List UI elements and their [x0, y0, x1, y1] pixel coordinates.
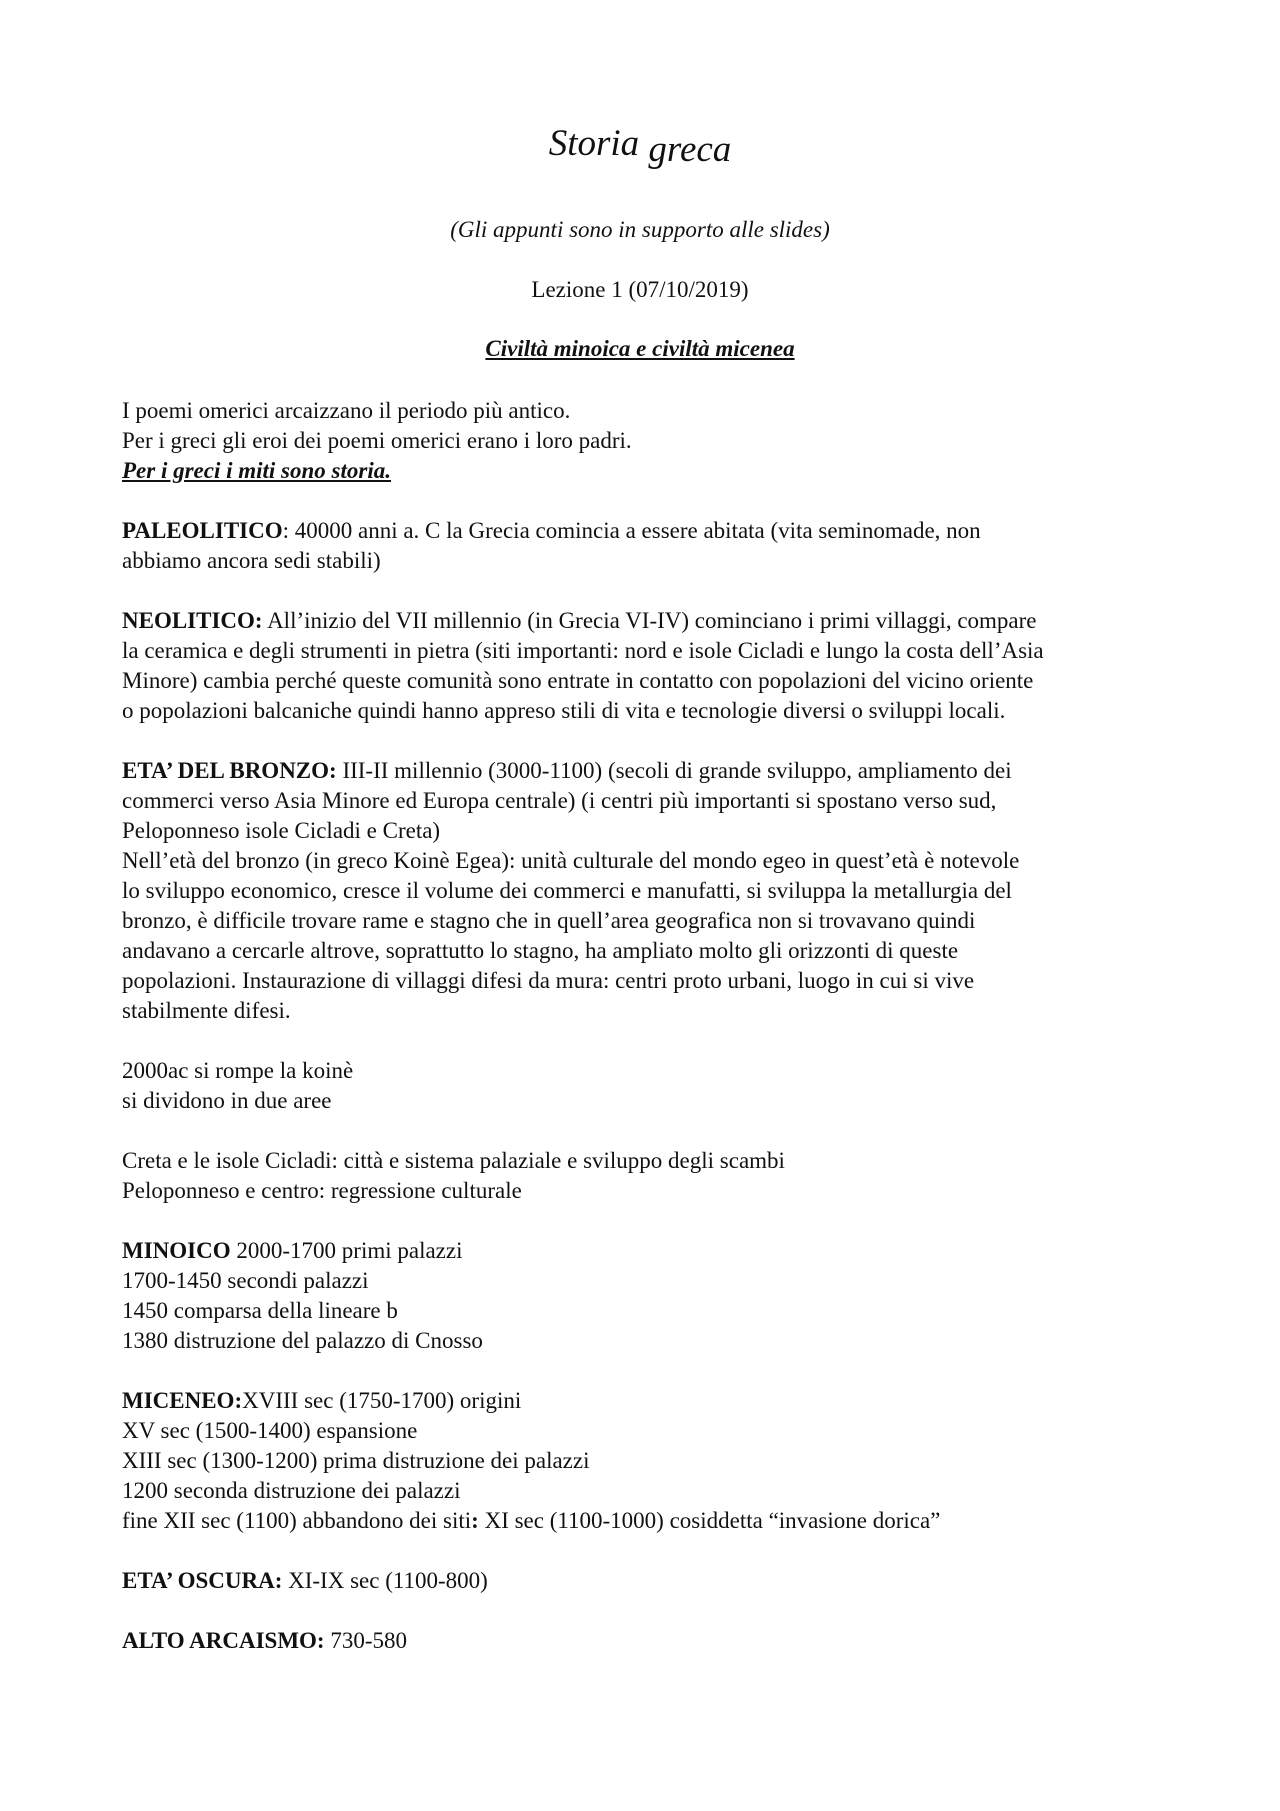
paleolitico-line-2: abbiamo ancora sedi stabili)	[122, 548, 381, 573]
lesson-label: Lezione 1 (07/10/2019)	[531, 277, 749, 302]
bronzo-line-7: andavano a cercarle altrove, soprattutto lo stagno, ha ampliato molto gli orizzonti di queste	[122, 938, 959, 963]
bronzo-paragraph	[122, 756, 1182, 1026]
miceneo-text-1: XVIII sec (1750-1700) origini	[242, 1388, 522, 1413]
paleolitico-line-1	[122, 516, 1182, 546]
koine-line-2: si dividono in due aree	[122, 1088, 332, 1113]
miceneo-line-2: XV sec (1500-1400) espansione	[122, 1418, 418, 1443]
bronzo-line-2: commerci verso Asia Minore ed Europa centrale) (i centri più importanti si spostano verso sud,	[122, 788, 997, 813]
arcaismo-line	[122, 1626, 1182, 1656]
miceneo-colon: :	[471, 1508, 479, 1533]
miceneo-paragraph	[122, 1386, 1182, 1536]
oscura-label: ETA’ OSCURA:	[122, 1568, 283, 1593]
bronzo-line-3: Peloponneso isole Cicladi e Creta)	[122, 818, 441, 843]
paleolitico-paragraph	[122, 516, 1182, 576]
miceneo-label: MICENEO:	[122, 1388, 243, 1413]
arcaismo-paragraph	[122, 1626, 1182, 1656]
miceneo-line-3: XIII sec (1300-1200) prima distruzione dei palazzi	[122, 1448, 590, 1473]
neolitico-line-2: la ceramica e degli strumenti in pietra (siti importanti: nord e isole Cicladi e lungo la costa dell’Asia	[122, 638, 1044, 663]
koine-paragraph	[122, 1056, 1182, 1116]
neolitico-paragraph	[122, 606, 1182, 726]
aree-line-1: Creta e le isole Cicladi: città e sistema palaziale e sviluppo degli scambi	[122, 1148, 785, 1173]
neolitico-label: NEOLITICO:	[122, 608, 263, 633]
minoico-line-4: 1380 distruzione del palazzo di Cnosso	[122, 1328, 483, 1353]
minoico-line-2: 1700-1450 secondi palazzi	[122, 1268, 369, 1293]
bronzo-line-5: lo sviluppo economico, cresce il volume dei commerci e manufatti, si sviluppa la metallurgia del	[122, 878, 1012, 903]
oscura-text: XI-IX sec (1100-800)	[282, 1568, 488, 1593]
paleolitico-text: : 40000 anni a. C la Grecia comincia a essere abitata (vita seminomade, non	[282, 518, 981, 543]
bronzo-line-4: Nell’età del bronzo (in greco Koinè Egea): unità culturale del mondo egeo in quest’età è notevole	[122, 848, 1020, 873]
bronzo-line-1	[122, 756, 1182, 786]
aree-line-2: Peloponneso e centro: regressione culturale	[122, 1178, 522, 1203]
bronzo-line-6: bronzo, è difficile trovare rame e stagno che in quell’area geografica non si trovavano quindi	[122, 908, 976, 933]
document-body	[122, 396, 1182, 1686]
document-title	[0, 122, 1280, 170]
intro-line-2: Per i greci gli eroi dei poemi omerici erano i loro padri.	[122, 428, 632, 453]
arcaismo-label: ALTO ARCAISMO:	[122, 1628, 325, 1653]
title-word-2: greca	[648, 129, 732, 170]
oscura-paragraph	[122, 1566, 1182, 1596]
minoico-text-1: 2000-1700 primi palazzi	[230, 1238, 463, 1263]
minoico-line-1	[122, 1236, 1182, 1266]
aree-paragraph	[122, 1146, 1182, 1206]
bronzo-label: ETA’ DEL BRONZO:	[122, 758, 337, 783]
neolitico-line-1	[122, 606, 1182, 636]
oscura-line	[122, 1566, 1182, 1596]
neolitico-line-3: Minore) cambia perché queste comunità sono entrate in contatto con popolazioni del vicino oriente	[122, 668, 1034, 693]
miceneo-text-5b: XI sec (1100-1000) cosiddetta “invasione dorica”	[478, 1508, 941, 1533]
neolitico-line-4: o popolazioni balcaniche quindi hanno appreso stili di vita e tecnologie diversi o sviluppi locali.	[122, 698, 1006, 723]
intro-paragraph	[122, 396, 1182, 486]
intro-emphasis: Per i greci i miti sono storia.	[122, 458, 391, 483]
bronzo-line-8: popolazioni. Instaurazione di villaggi difesi da mura: centri proto urbani, luogo in cui si vive	[122, 968, 975, 993]
section-heading-text: Civiltà minoica e civiltà micenea	[485, 336, 795, 361]
minoico-label: MINOICO	[122, 1238, 231, 1263]
neolitico-text-1: All’inizio del VII millennio (in Grecia VI-IV) cominciano i primi villaggi, compare	[262, 608, 1037, 633]
minoico-line-3: 1450 comparsa della lineare b	[122, 1298, 398, 1323]
arcaismo-text: 730-580	[324, 1628, 407, 1653]
document-subtitle: (Gli appunti sono in supporto alle slides)	[450, 217, 830, 242]
title-word-1: Storia	[548, 123, 640, 164]
section-heading	[0, 336, 1280, 362]
miceneo-text-5a: fine XII sec (1100) abbandono dei siti	[122, 1508, 472, 1533]
intro-line-3	[122, 456, 1182, 486]
miceneo-line-1	[122, 1386, 1182, 1416]
bronzo-text-1: III-II millennio (3000-1100) (secoli di grande sviluppo, ampliamento dei	[336, 758, 1012, 783]
koine-line-1: 2000ac si rompe la koinè	[122, 1058, 354, 1083]
miceneo-line-5	[122, 1506, 1182, 1536]
bronzo-line-9: stabilmente difesi.	[122, 998, 291, 1023]
intro-line-1: I poemi omerici arcaizzano il periodo più antico.	[122, 398, 571, 423]
minoico-paragraph	[122, 1236, 1182, 1356]
miceneo-line-4: 1200 seconda distruzione dei palazzi	[122, 1478, 461, 1503]
paleolitico-label: PALEOLITICO	[122, 518, 283, 543]
